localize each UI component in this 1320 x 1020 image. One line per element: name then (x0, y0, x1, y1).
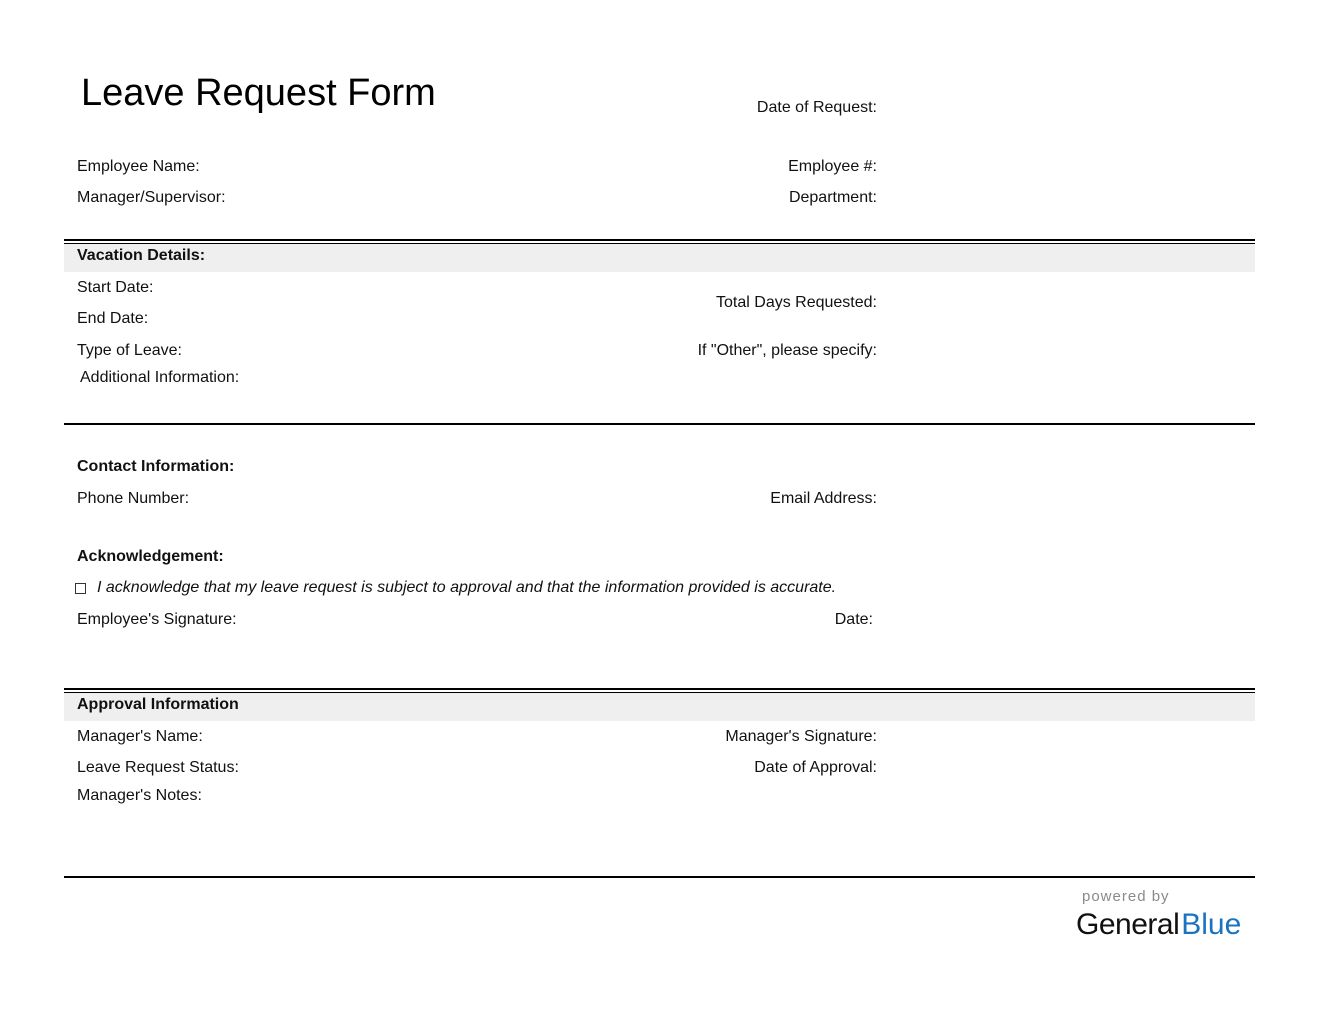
section-divider (64, 876, 1255, 878)
logo-blue-text: Blue (1181, 908, 1242, 941)
manager-name-label: Manager's Name: (77, 728, 203, 745)
email-address-label: Email Address: (770, 490, 877, 507)
section-divider (64, 423, 1255, 425)
date-of-approval-label: Date of Approval: (754, 759, 877, 776)
vacation-header-band (64, 244, 1255, 272)
additional-information-label: Additional Information: (80, 369, 240, 386)
page-title: Leave Request Form (81, 72, 436, 114)
total-days-requested-label: Total Days Requested: (716, 294, 877, 311)
other-specify-label: If "Other", please specify: (697, 342, 877, 359)
type-of-leave-label: Type of Leave: (77, 342, 182, 359)
department-label: Department: (788, 189, 877, 206)
acknowledgement-text: I acknowledge that my leave request is subject to approval and that the information provided is accurate. (97, 579, 837, 596)
start-date-label: Start Date: (77, 279, 154, 296)
contact-information-heading: Contact Information: (77, 458, 235, 475)
manager-signature-label: Manager's Signature: (725, 728, 877, 745)
employee-name-label: Employee Name: (77, 158, 200, 175)
end-date-label: End Date: (77, 310, 149, 327)
signature-date-label: Date: (834, 611, 873, 628)
manager-notes-label: Manager's Notes: (77, 787, 202, 804)
generalblue-logo (1076, 908, 1241, 942)
logo-general-text: General (1076, 908, 1180, 941)
manager-supervisor-label: Manager/Supervisor: (77, 189, 226, 206)
date-of-request-label: Date of Request: (756, 99, 877, 116)
acknowledgement-heading: Acknowledgement: (77, 548, 224, 565)
section-divider (64, 688, 1255, 690)
powered-by-text: powered by (1082, 888, 1170, 905)
vacation-details-heading: Vacation Details: (77, 247, 206, 264)
employee-number-label: Employee #: (788, 158, 877, 175)
employee-signature-label: Employee's Signature: (77, 611, 237, 628)
acknowledgement-checkbox[interactable] (75, 583, 86, 594)
section-divider (64, 239, 1255, 241)
phone-number-label: Phone Number: (77, 490, 190, 507)
approval-header-band (64, 693, 1255, 721)
approval-information-heading: Approval Information (77, 696, 239, 713)
leave-request-status-label: Leave Request Status: (77, 759, 239, 776)
